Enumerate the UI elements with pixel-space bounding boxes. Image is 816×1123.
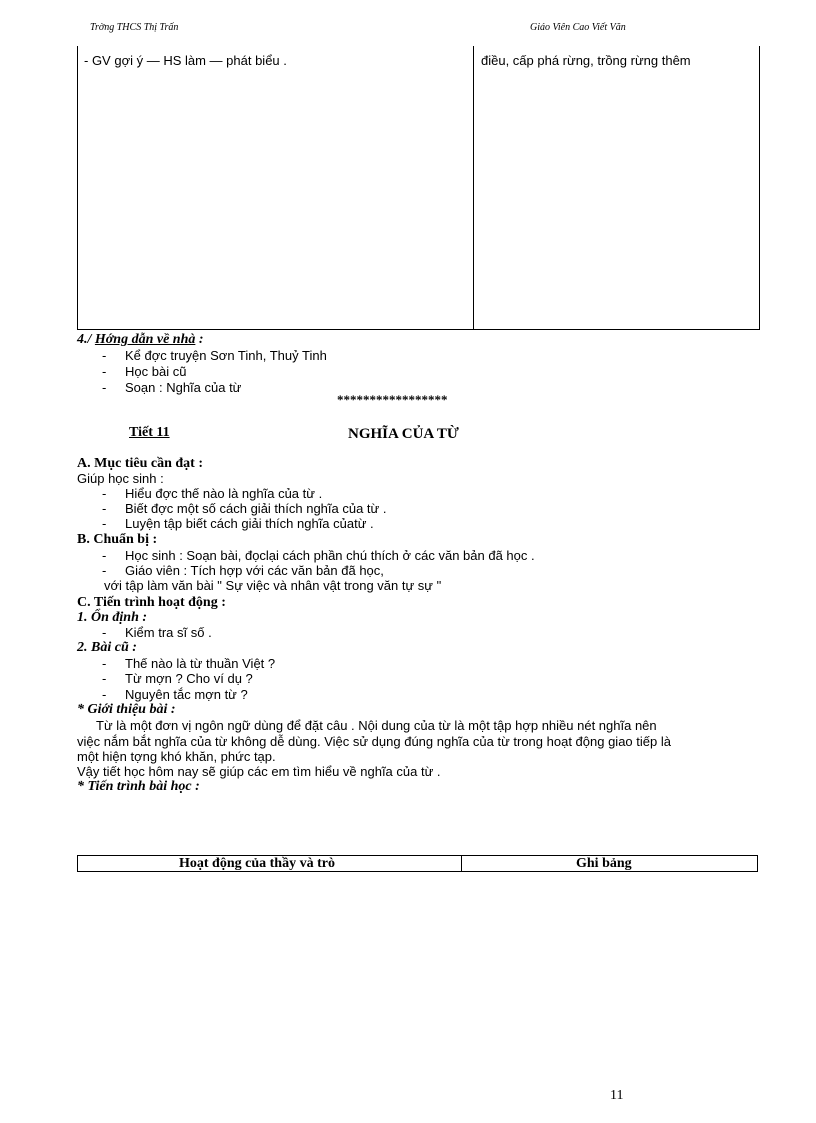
activity-table-divider [461, 856, 462, 872]
page-number: 11 [610, 1088, 624, 1103]
homework-heading-suffix: : [195, 332, 204, 347]
section-b-continuation: với tập làm văn bài " Sự việc và nhân vật trong văn tự sự " [104, 578, 442, 593]
list-bullet: - [102, 348, 107, 363]
section-a-item: Hiểu đợc thế nào là nghĩa của từ . [125, 486, 323, 501]
top-table [77, 46, 760, 330]
homework-item: Soạn : Nghĩa của từ [125, 380, 242, 395]
intro-line: Vậy tiết học hôm nay sẽ giúp các em tìm hiểu về nghĩa của từ . [77, 764, 441, 779]
section-a-item: Luyện tập biết cách giải thích nghĩa củatừ . [125, 516, 374, 531]
section-b-heading: B. Chuẩn bị : [77, 532, 158, 547]
step2-item: Nguyên tắc mợn từ ? [125, 687, 248, 702]
homework-item: Học bài cũ [125, 364, 187, 379]
section-a-heading: A. Mục tiêu cần đạt : [77, 456, 203, 471]
step1-item: Kiểm tra sĩ số . [125, 625, 212, 640]
activity-col-board: Ghi bảng [576, 856, 632, 871]
top-table-left-cell: - GV gợi ý — HS làm — phát biểu . [84, 53, 287, 68]
homework-item: Kể đợc truyện Sơn Tinh, Thuỷ Tinh [125, 348, 327, 363]
list-bullet: - [102, 671, 107, 686]
activity-table-header [77, 855, 758, 872]
section-a-item: Biết đợc một số cách giải thích nghĩa của từ . [125, 501, 387, 516]
activity-col-teacher-student: Hoạt động của thầy và trò [179, 856, 335, 871]
list-bullet: - [102, 563, 107, 578]
list-bullet: - [102, 486, 107, 501]
separator-stars: ***************** [337, 392, 448, 407]
list-bullet: - [102, 501, 107, 516]
top-table-divider [473, 46, 474, 330]
list-bullet: - [102, 380, 107, 395]
step1-heading: 1. Ổn định : [77, 610, 148, 625]
step2-item: Từ mợn ? Cho ví dụ ? [125, 671, 253, 686]
intro-line: Từ là một đơn vị ngôn ngữ dùng để đặt câu . Nội dung của từ là một tập hợp nhiều nét nghĩa nên [96, 718, 657, 733]
step2-item: Thế nào là từ thuần Việt ? [125, 656, 276, 671]
section-b-item: Học sinh : Soạn bài, đọclại cách phần chú thích ở các văn bản đã học . [125, 548, 535, 563]
homework-heading-text: Hớng dẫn về nhà [94, 332, 196, 347]
list-bullet: - [102, 656, 107, 671]
list-bullet: - [102, 516, 107, 531]
intro-heading: * Giới thiệu bài : [77, 702, 176, 717]
intro-line: việc nắm bắt nghĩa của từ không dễ dùng. Việc sử dụng đúng nghĩa của từ trong hoạt động giao tiếp là [77, 734, 671, 749]
lesson-number: Tiết 11 [129, 425, 170, 440]
list-bullet: - [102, 625, 107, 640]
top-table-right-cell: điều, cấp phá rừng, trồng rừng thêm [481, 53, 691, 68]
process-heading: * Tiến trình bài học : [77, 779, 200, 794]
list-bullet: - [102, 687, 107, 702]
list-bullet: - [102, 364, 107, 379]
section-a-intro: Giúp học sinh : [77, 471, 164, 486]
section-c-heading: C. Tiến trình hoạt động : [77, 595, 226, 610]
homework-prefix: 4./ [77, 332, 95, 347]
intro-line: một hiện tợng khó khăn, phức tạp. [77, 749, 276, 764]
list-bullet: - [102, 548, 107, 563]
section-b-item: Giáo viên : Tích hợp với các văn bản đã học, [125, 563, 384, 578]
step2-heading: 2. Bài cũ : [77, 640, 137, 655]
header-school: Trờng THCS Thị Trấn [90, 22, 179, 33]
header-teacher: Giáo Viên Cao Viết Văn [530, 22, 626, 33]
homework-heading [77, 332, 204, 348]
lesson-title: NGHĨA CỦA TỪ [348, 426, 459, 442]
